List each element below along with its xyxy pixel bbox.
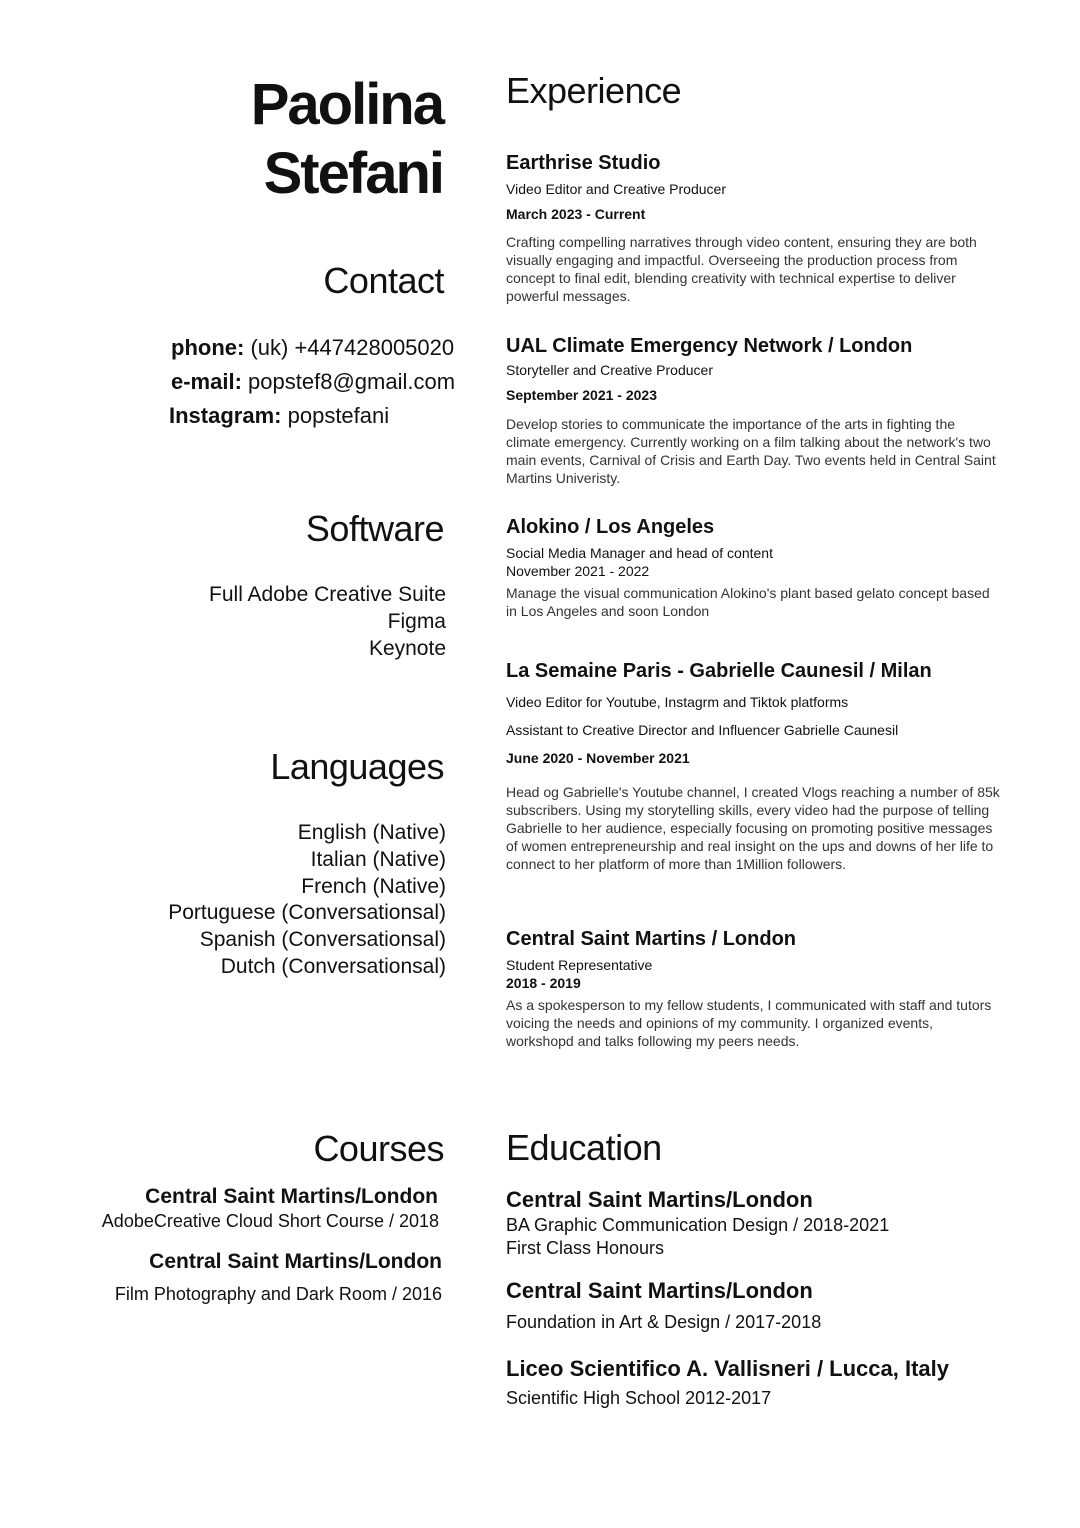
job-role: Student Representative	[506, 957, 653, 973]
course-detail: AdobeCreative Cloud Short Course / 2018	[101, 1211, 439, 1231]
job-role: Video Editor and Creative Producer	[506, 181, 726, 197]
education-entry	[506, 1355, 949, 1410]
list-item: Spanish (Conversationsal)	[199, 928, 446, 952]
job-description: Develop stories to communicate the importance of the arts in fighting the climate emergency. Currently working on a film talking about the network's two main events, Carnival of Crisis and Earth Day. Two events held in Central Saint Martins Univeristy.	[506, 416, 996, 486]
job-entry	[506, 333, 1006, 487]
education-detail: BA Graphic Communication Design / 2018-2021	[506, 1215, 890, 1235]
education-school: Central Saint Martins/London	[506, 1187, 813, 1212]
job-role: Storyteller and Creative Producer	[506, 362, 713, 378]
job-company: La Semaine Paris - Gabrielle Caunesil / Milan	[506, 660, 932, 682]
courses-heading: Courses	[313, 1128, 444, 1169]
job-dates: September 2021 - 2023	[506, 387, 657, 403]
list-item: French (Native)	[301, 874, 446, 898]
education-entry	[506, 1186, 889, 1260]
job-company: UAL Climate Emergency Network / London	[506, 335, 913, 357]
job-description: Crafting compelling narratives through video content, ensuring they are both visually engaging and impactful. Overseeing the production process from concept to final edit, blending creativity with technical expertise to deliver powerful messages.	[506, 234, 977, 304]
languages-heading: Languages	[270, 746, 444, 787]
education-detail: Scientific High School 2012-2017	[506, 1388, 772, 1408]
job-role-secondary: Assistant to Creative Director and Influencer Gabrielle Caunesil	[506, 722, 899, 738]
job-description: As a spokesperson to my fellow students, I communicated with staff and tutors voicing the needs and opinions of my community. I organized events, workshopd and talks following my peers needs.	[506, 997, 992, 1049]
email-value[interactable]: popstef8@gmail.com	[248, 369, 456, 394]
education-school: Liceo Scientifico A. Vallisneri / Lucca, Italy	[506, 1356, 950, 1381]
job-role: Social Media Manager and head of content	[506, 545, 773, 561]
course-detail: Film Photography and Dark Room / 2016	[114, 1284, 442, 1304]
phone-label: phone:	[171, 335, 245, 360]
course-school: Central Saint Martins/London	[149, 1250, 442, 1273]
instagram-value[interactable]: popstefani	[287, 403, 390, 428]
list-item: Keynote	[368, 636, 446, 660]
job-entry	[506, 658, 1006, 873]
candidate-name	[251, 70, 443, 208]
list-item: Italian (Native)	[310, 847, 446, 871]
list-item: Figma	[387, 609, 446, 633]
last-name: Stefani	[263, 141, 443, 206]
job-company: Alokino / Los Angeles	[506, 516, 715, 538]
job-company: Earthrise Studio	[506, 152, 661, 174]
contact-email	[171, 365, 455, 399]
contact-phone	[171, 331, 454, 365]
education-honours: First Class Honours	[506, 1238, 665, 1258]
job-dates: November 2021 - 2022	[506, 563, 650, 579]
first-name: Paolina	[250, 72, 443, 137]
education-school: Central Saint Martins/London	[506, 1278, 813, 1303]
job-dates: 2018 - 2019	[506, 975, 581, 991]
job-entry	[506, 150, 1006, 305]
phone-value[interactable]: (uk) +447428005020	[250, 335, 455, 360]
instagram-label: Instagram:	[169, 403, 282, 428]
job-dates: March 2023 - Current	[506, 206, 646, 222]
education-detail: Foundation in Art & Design / 2017-2018	[506, 1312, 822, 1332]
education-entry	[506, 1277, 821, 1334]
job-entry	[506, 514, 1006, 620]
languages-list	[168, 820, 446, 981]
contact-instagram	[169, 399, 389, 433]
software-heading: Software	[305, 508, 444, 549]
contact-heading: Contact	[323, 260, 444, 301]
job-description: Head og Gabrielle's Youtube channel, I created Vlogs reaching a number of 85k subscribers. Using my storytelling skills, every video had the purpose of telling Gabrielle to her audience, especially focusing on promoting positive messages of women entrepreneurship and real insight on the ups and downs of her life to connect to her platform of more than 1Million followers.	[506, 784, 1000, 872]
education-heading: Education	[506, 1127, 662, 1168]
email-label: e-mail:	[171, 369, 242, 394]
list-item: Portuguese (Conversationsal)	[168, 901, 446, 925]
list-item: Full Adobe Creative Suite	[209, 583, 446, 606]
list-item: Dutch (Conversationsal)	[220, 954, 446, 978]
job-dates: June 2020 - November 2021	[506, 750, 690, 766]
job-entry	[506, 926, 1006, 1050]
experience-heading: Experience	[506, 70, 682, 111]
course-school: Central Saint Martins/London	[145, 1185, 438, 1208]
job-company: Central Saint Martins / London	[506, 928, 797, 950]
software-list	[209, 582, 446, 662]
list-item: English (Native)	[297, 821, 446, 844]
job-role: Video Editor for Youtube, Instagrm and Tiktok platforms	[506, 694, 849, 710]
job-description: Manage the visual communication Alokino's plant based gelato concept based in Los Angeles and soon London	[506, 585, 990, 619]
